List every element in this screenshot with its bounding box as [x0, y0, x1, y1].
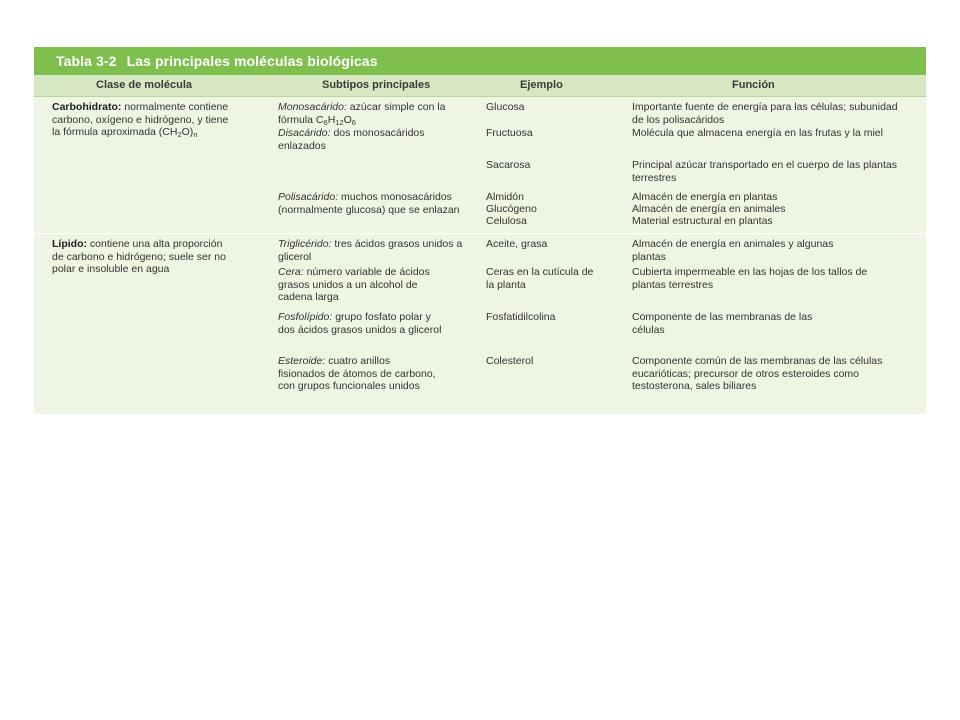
example-fructuosa: Fructuosa: [486, 127, 533, 139]
monosacarido-subtype: [278, 101, 468, 126]
carbohidrato-class-desc: normalmente contiene carbono, oxígeno e hidrógeno, y tiene la fórmula aproximada (CH: [52, 101, 229, 138]
lipido-class-desc: contiene una alta proporción de carbono e hidrógeno; suele ser no polar e insoluble en agua: [52, 238, 226, 275]
cera-term: Cera:: [278, 266, 304, 278]
mono-formula-sub3: 6: [351, 117, 356, 127]
header-ejemplo: Ejemplo: [520, 79, 563, 91]
mono-formula-o: O: [343, 113, 352, 126]
function-glucogeno: Almacén de energía en animales: [632, 203, 786, 215]
example-almidon: Almidón: [486, 191, 524, 203]
carb-formula-tail: O): [181, 126, 194, 138]
disacarido-term: Disacárido:: [278, 127, 331, 139]
header-subtipos: Subtipos principales: [322, 79, 431, 91]
biological-molecules-table: [34, 47, 926, 415]
cera-desc: número variable de ácidos grasos unidos a un alcohol de cadena larga: [278, 266, 430, 303]
header-funcion: Función: [732, 79, 775, 91]
trigliceride-term: Triglicérido:: [278, 238, 332, 250]
example-ceras: Ceras en la cutícula de la planta: [486, 266, 594, 291]
esteroide-subtype: [278, 355, 438, 393]
lipido-section: [34, 234, 926, 415]
example-sacarosa: Sacarosa: [486, 159, 531, 171]
disacarido-subtype: [278, 127, 468, 152]
lipido-class-cell: [52, 238, 228, 276]
function-ceras: Cubierta impermeable en las hojas de los tallos de plantas terrestres: [632, 266, 868, 291]
table-number: Tabla 3-2: [56, 53, 117, 69]
mono-formula-sub1: 6: [323, 117, 328, 127]
trigliceride-subtype: [278, 238, 468, 263]
monosacarido-term: Monosacárido:: [278, 101, 347, 113]
table-header-row: [34, 75, 926, 97]
function-colesterol: Componente común de las membranas de las células eucarióticas; precursor de otros esteroides como testosterona, sales biliares: [632, 355, 883, 392]
function-fosfatidilcolina: Componente de las membranas de las células: [632, 311, 813, 336]
fosfolipido-term: Fosfolípido:: [278, 311, 333, 323]
header-clase: Clase de molécula: [96, 79, 192, 91]
polisacarido-subtype: [278, 191, 468, 216]
cera-subtype: [278, 266, 448, 304]
mono-formula-h: H: [327, 113, 336, 126]
table-title-bar: [34, 47, 926, 75]
polisacarido-desc: muchos monosacáridos (normalmente glucosa) que se enlazan: [278, 191, 460, 216]
disacarido-desc: dos monosacáridos enlazados: [278, 127, 425, 152]
function-sacarosa: Principal azúcar transportado en el cuerpo de las plantas terrestres: [632, 159, 897, 184]
example-colesterol: Colesterol: [486, 355, 534, 367]
mono-formula-sub2: 12: [335, 117, 344, 127]
fosfolipido-subtype: [278, 311, 448, 336]
function-almidon: Almacén de energía en plantas: [632, 191, 778, 203]
fosfolipido-desc: grupo fosfato polar y dos ácidos grasos unidos a glicerol: [278, 311, 442, 336]
function-fructuosa: Molécula que almacena energía en las frutas y la miel: [632, 127, 883, 139]
function-aceite: Almacén de energía en animales y algunas plantas: [632, 238, 834, 263]
function-celulosa: Material estructural en plantas: [632, 215, 773, 227]
example-aceite: Aceite, grasa: [486, 238, 548, 250]
polisacarido-term: Polisacárido:: [278, 191, 339, 203]
carbohidrato-class-cell: [52, 101, 232, 139]
example-glucogeno: Glucógeno: [486, 203, 537, 215]
example-glucosa: Glucosa: [486, 101, 525, 113]
esteroide-desc: cuatro anillos fisionados de átomos de carbono, con grupos funcionales unidos: [278, 355, 436, 392]
esteroide-term: Esteroide:: [278, 355, 326, 367]
carb-formula-sub1: 2: [177, 130, 182, 139]
table-title: Las principales moléculas biológicas: [126, 53, 378, 69]
carb-formula-subn: n: [193, 130, 198, 139]
example-fosfatidilcolina: Fosfatidilcolina: [486, 311, 556, 323]
monosacarido-desc: azúcar simple con la fórmula C: [278, 101, 446, 126]
lipido-class-name: Lípido:: [52, 238, 87, 250]
trigliceride-desc: tres ácidos grasos unidos a glicerol: [278, 238, 463, 263]
carbohidrato-section: [34, 97, 926, 234]
function-glucosa: Importante fuente de energía para las células; subunidad de los polisacáridos: [632, 101, 898, 126]
example-celulosa: Celulosa: [486, 215, 527, 227]
carbohidrato-class-name: Carbohidrato:: [52, 101, 122, 113]
